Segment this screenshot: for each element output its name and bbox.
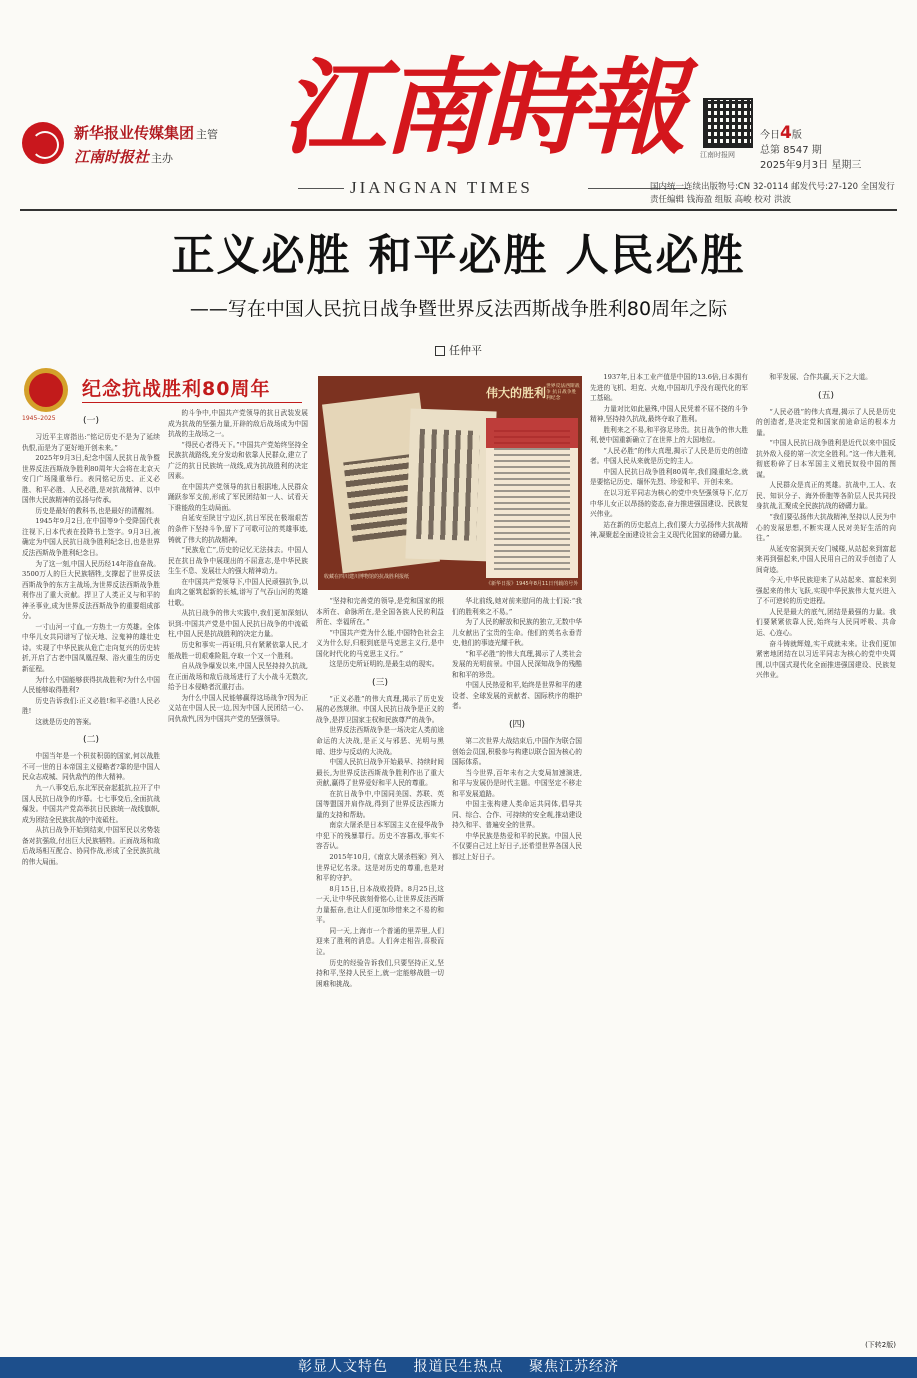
paragraph: 中国人民抗日战争胜利80周年,我们隆重纪念,就是要铭记历史、缅怀先烈、珍爱和平、开创未来。 <box>590 467 748 487</box>
header-divider <box>20 209 897 211</box>
sub-headline: ——写在中国人民抗日战争暨世界反法西斯战争胜利80周年之际 <box>189 298 728 320</box>
qr-code-icon[interactable] <box>703 98 753 148</box>
text-column-4 <box>452 596 582 1352</box>
paragraph: “得民心者得天下。”中国共产党始终坚持全民族抗战路线,充分发动和依靠人民群众,建立了广泛的抗日民族统一战线,成为抗战胜利的决定因素。 <box>168 440 308 481</box>
paragraph: 和平发展、合作共赢,天下之大道。 <box>769 373 872 381</box>
publisher-role: 主办 <box>151 152 174 165</box>
section-heading: (一) <box>82 416 100 426</box>
paragraph: 这就是历史的答案。 <box>35 717 96 726</box>
paragraph: 从延安窑洞到天安门城楼,从站起来到富起来再到强起来,中国人民用自己的双手创造了人间奇迹。 <box>756 544 896 574</box>
continued-note: (下转2版) <box>865 1341 896 1349</box>
text-column-5 <box>590 372 748 1352</box>
paragraph: 中国人民抗日战争开始最早、持续时间最长,为世界反法西斯战争胜利作出了重大贡献,赢得了世界爱好和平人民的尊重。 <box>316 758 444 788</box>
paragraph: “民族危亡”,历史的记忆无法抹去。中国人民在抗日战争中展现出的不屈意志,是中华民族生生不息、发展壮大的强大精神动力。 <box>168 546 308 576</box>
paragraph: 一寸山河一寸血,一方热土一方英雄。全体中华儿女共同谱写了惊天地、泣鬼神的雄壮史诗。实现了中华民族从危亡走向复兴的历史转折,开启了古老中国凤凰涅槃、浴火重生的历史新征程。 <box>22 622 160 674</box>
publication-registration: 国内统一连续出版物号:CN 32-0114 邮发代号:27-120 全国发行 <box>650 182 895 192</box>
paragraph: 习近平主席指出:“铭记历史不是为了延续仇恨,而是为了更好地开创未来。” <box>22 433 160 452</box>
qr-caption: 江南时报网 <box>700 151 735 159</box>
paragraph: 同一天,上海市一个普通的里弄里,人们迎来了胜利的消息。人们奔走相告,喜极而泣。 <box>316 926 444 956</box>
photo-title: 伟大的胜利 <box>486 386 547 400</box>
masthead-english: JIANGNAN TIMES <box>350 178 533 197</box>
paragraph: “中国人民抗日战争胜利是近代以来中国反抗外敌入侵的第一次完全胜利。”这一伟大胜利,彻底粉碎了日本军国主义殖民奴役中国的图谋。 <box>756 439 896 479</box>
group-role: 主管 <box>196 128 219 141</box>
paragraph: 南京大屠杀是日本军国主义在侵华战争中犯下的残暴罪行。历史不容篡改,事实不容否认。 <box>316 821 444 851</box>
group-name: 新华报业传媒集团 <box>74 124 195 142</box>
paragraph: 世界反法西斯战争是一场决定人类前途命运的大决战,是正义与邪恶、光明与黑暗、进步与反动的大决战。 <box>316 726 444 756</box>
paragraph: 从抗日战争开始到结束,中国军民以劣势装备对抗强敌,付出巨大民族牺牲。正面战场和敌后战场相互配合、协同作战,形成了全民族抗战的伟大局面。 <box>22 826 160 866</box>
paragraph: 8月15日,日本战败投降。8月25日,这一天,让中华民族刻骨铭心,让世界反法西斯力量振奋,也让人们更加珍惜来之不易的和平。 <box>316 884 444 925</box>
paragraph: 在中国共产党领导的抗日根据地,人民群众踊跃参军支前,形成了军民团结如一人、试看天下谁能敌的生动局面。 <box>168 482 308 512</box>
xinhua-group-logo-icon <box>22 122 64 164</box>
paragraph: 在抗日战争中,中国同美国、苏联、英国等盟国并肩作战,得到了世界反法西斯力量的支持和帮助。 <box>316 789 444 819</box>
masthead-title: 江南時報 <box>282 46 683 169</box>
pages-label: 今日 <box>760 130 780 141</box>
paragraph: “我们要弘扬伟大抗战精神,坚持以人民为中心的发展思想,不断实现人民对美好生活的向往。” <box>756 513 896 543</box>
paragraph: “坚持和完善党的领导,是党和国家的根本所在、命脉所在,是全国各族人民的利益所在、幸福所在。” <box>316 597 444 627</box>
section-heading: (四) <box>508 720 526 731</box>
paragraph: 自延安至陕甘宁边区,抗日军民在极端艰苦的条件下坚持斗争,留下了可歌可泣的英雄事迹,铸就了伟大的抗战精神。 <box>168 514 308 544</box>
slogan-economy: 聚焦江苏经济 <box>528 1359 619 1375</box>
paragraph: 人民是最大的底气,团结是最强的力量。我们要紧紧依靠人民,始终与人民同呼吸、共命运、心连心。 <box>756 607 896 638</box>
main-headline: 正义必胜 和平必胜 人民必胜 <box>171 231 746 281</box>
pages-unit: 版 <box>791 130 802 141</box>
paragraph: 历史是最好的教科书,也是最好的清醒剂。 <box>35 506 158 515</box>
photo-caption-right: 《新华日报》1945年8月11日刊载的号外 <box>486 581 579 587</box>
paragraph: 奋斗铸就辉煌,实干成就未来。让我们更加紧密地团结在以习近平同志为核心的党中央周围,以中国式现代化全面推进强国建设、民族复兴伟业。 <box>756 639 896 680</box>
newspaper-collage-photo <box>318 376 582 590</box>
author-name: 任仲平 <box>449 344 482 357</box>
paragraph: 在中国共产党领导下,中国人民顽强抗争,以血肉之躯筑起新的长城,谱写了气吞山河的英雄壮歌。 <box>168 577 308 607</box>
newspaper-clipping-image <box>405 409 496 562</box>
paragraph: 自从战争爆发以来,中国人民坚持持久抗战,在正面战场和敌后战场进行了大小战斗无数次,给予日本侵略者沉重打击。 <box>168 662 308 692</box>
paragraph: “正义必胜”的伟大真理,揭示了历史发展的必然规律。中国人民抗日战争是正义的战争,是捍卫国家主权和民族尊严的战争。 <box>316 694 444 724</box>
paragraph: “和平必胜”的伟大真理,揭示了人类社会发展的光明前景。中国人民深知战争的残酷和和平的珍贵。 <box>452 649 582 679</box>
issue-date: 2025年9月3日 星期三 <box>760 160 862 171</box>
issue-number: 总第 8547 期 <box>760 145 822 156</box>
paragraph: 为什么中国人民能够赢得这场战争?因为正义站在中国人民一边,因为中国人民团结一心、同仇敌忾,因为中国共产党的坚强领导。 <box>168 693 308 723</box>
newspaper-masthead-strip <box>486 418 578 448</box>
photo-caption-left: 收藏在四川建川博物馆的抗战胜利报纸 <box>324 574 410 580</box>
footer-slogan-bar <box>0 1357 917 1378</box>
paragraph: 九一八事变后,东北军民奋起抵抗,拉开了中国人民抗日战争的序幕。七七事变后,全面抗战爆发。中国共产党高举抗日民族统一战线旗帜,成为团结全民族抗战的中流砥柱。 <box>22 783 160 824</box>
paragraph: 为了这一刻,中国人民历经14年浴血奋战。3500万人的巨大民族牺牲,支撑起了世界反法西斯战争的东方主战场,为世界反法西斯战争胜利作出了重大贡献。捍卫了人类正义与和平的神圣事业,成为世界反法西斯战争的重要组成部分。 <box>22 559 160 621</box>
paragraph: “人民必胜”的伟大真理,揭示了人民是历史的创造者,是决定党和国家前途命运的根本力量。 <box>756 407 896 437</box>
paragraph: 力量对比如此悬殊,中国人民凭着不屈不挠的斗争精神,坚持持久抗战,最终夺取了胜利。 <box>590 404 748 424</box>
text-column-6 <box>756 372 896 1338</box>
pages-value: 4 <box>780 123 792 143</box>
paragraph: 第二次世界大战结束后,中国作为联合国创始会员国,积极参与构建以联合国为核心的国际体系。 <box>452 737 582 767</box>
paragraph: 中国主张构建人类命运共同体,倡导共同、综合、合作、可持续的安全观,推动建设持久和平、普遍安全的世界。 <box>452 800 582 830</box>
anniversary-badge-icon <box>24 368 68 412</box>
section-heading: (三) <box>371 677 389 688</box>
column-title: 纪念抗战胜利80周年 <box>82 378 271 400</box>
section-heading: (二) <box>82 735 100 746</box>
paragraph: 胜利来之不易,和平弥足珍贵。抗日战争的伟大胜利,使中国重新确立了在世界上的大国地位。 <box>590 425 748 445</box>
editor-credits: 责任编辑 钱海盈 组版 高峻 校对 洪波 <box>650 195 792 205</box>
paragraph: 的斗争中,中国共产党领导的抗日武装发展成为抗战的坚强力量,开辟的敌后战场成为中国抗战的主战场之一。 <box>168 409 308 439</box>
paragraph: 1945年9月2日,在中国等9个受降国代表注视下,日本代表在投降书上签字。9月3日,被确定为中国人民抗日战争胜利纪念日,也是世界反法西斯战争胜利纪念日。 <box>22 517 160 558</box>
paragraph: 历史告诉我们:正义必胜!和平必胜!人民必胜! <box>22 696 160 716</box>
badge-years: 1945–2025 <box>22 415 56 422</box>
paragraph: 2015年10月,《南京大屠杀档案》列入世界记忆名录。这是对历史的尊重,也是对和平的守护。 <box>316 853 444 883</box>
text-column-3 <box>316 596 444 1352</box>
paragraph: 从抗日战争的伟大实践中,我们更加深刻认识到:中国共产党是中国人民抗日战争的中流砥柱,中国人民是抗战胜利的决定力量。 <box>168 609 308 639</box>
paragraph: 中国当年是一个积贫积弱的国家,何以战胜不可一世的日本帝国主义侵略者?靠的是中国人民众志成城、同仇敌忾的伟大精神。 <box>22 752 160 782</box>
column-title-rule <box>82 402 302 403</box>
paragraph: 历史的经验告诉我们,只要坚持正义,坚持和平,坚持人民至上,就一定能够战胜一切困难和挑战。 <box>316 958 444 988</box>
paragraph: 历史和事实一再证明,只有紧紧依靠人民,才能战胜一切艰难险阻,夺取一个又一个胜利。 <box>168 641 308 660</box>
paragraph: 中国人民热爱和平,始终是世界和平的建设者、全球发展的贡献者、国际秩序的维护者。 <box>452 681 582 711</box>
paragraph: 在以习近平同志为核心的党中央坚强领导下,亿万中华儿女正以昂扬的姿态,奋力推进强国建设、民族复兴伟业。 <box>590 489 748 519</box>
paragraph: 这是历史所证明的,是最生动的现实。 <box>329 660 439 669</box>
publication-info <box>650 181 895 207</box>
issue-info <box>760 123 862 173</box>
newspaper-header <box>0 0 917 210</box>
paragraph: 当今世界,百年未有之大变局加速演进,和平与发展仍是时代主题。中国坚定不移走和平发展道路。 <box>452 768 582 798</box>
paragraph: 为什么中国能够获得抗战胜利?为什么中国人民能够取得胜利? <box>22 675 160 695</box>
slogan-livelihood: 报道民生热点 <box>413 1359 504 1375</box>
paragraph: 站在新的历史起点上,我们要大力弘扬伟大抗战精神,凝聚起全面建设社会主义现代化国家的磅礴力量。 <box>590 520 748 540</box>
paragraph: 为了人民的解放和民族的独立,无数中华儿女献出了宝贵的生命。他们的英名永垂青史,他们的事迹光耀千秋。 <box>452 618 582 648</box>
masthead-rule-left <box>298 188 344 189</box>
paragraph: 中华民族是热爱和平的民族。中国人民不仅要自己过上好日子,还希望世界各国人民都过上好日子。 <box>452 831 582 862</box>
publisher-name: 江南时报社 <box>74 148 150 166</box>
text-column-1 <box>22 408 160 1352</box>
paragraph: 1937年,日本工业产值是中国的13.6倍,日本拥有先进的飞机、坦克、火炮,中国却几乎没有现代化的军工基础。 <box>590 373 748 403</box>
section-heading: (五) <box>817 390 835 401</box>
slogan-culture: 彰显人文特色 <box>298 1359 389 1375</box>
byline <box>0 342 917 358</box>
paragraph: 今天,中华民族迎来了从站起来、富起来到强起来的伟大飞跃,实现中华民族伟大复兴进入了不可逆转的历史进程。 <box>756 576 896 606</box>
byline-square-icon <box>435 346 445 356</box>
paragraph: “人民必胜”的伟大真理,揭示了人民是历史的创造者。中国人民从来就是历史的主人。 <box>590 446 748 466</box>
paragraph: 人民群众是真正的英雄。抗战中,工人、农民、知识分子、海外侨胞等各阶层人民共同投身抗战,汇聚成全民族抗战的磅礴力量。 <box>756 481 896 511</box>
paragraph: “中国共产党为什么能,中国特色社会主义为什么好,归根到底是马克思主义行,是中国化时代化的马克思主义行。” <box>316 628 444 658</box>
photo-title-sub: 世界反法西斯战争 抗日战争胜利纪念 <box>546 384 580 401</box>
paragraph: 华北前线,她对前来慰问的战士们说:“我们的胜利来之不易。” <box>452 597 582 616</box>
paragraph: 2025年9月3日,纪念中国人民抗日战争暨世界反法西斯战争胜利80周年大会将在北京天安门广场隆重举行。表同铭记历史、正义必胜、和平必胜、人民必胜,是对抗战精神、以中国伟大民族精神的弘扬与传承。 <box>22 454 160 505</box>
text-column-2 <box>168 408 308 1352</box>
